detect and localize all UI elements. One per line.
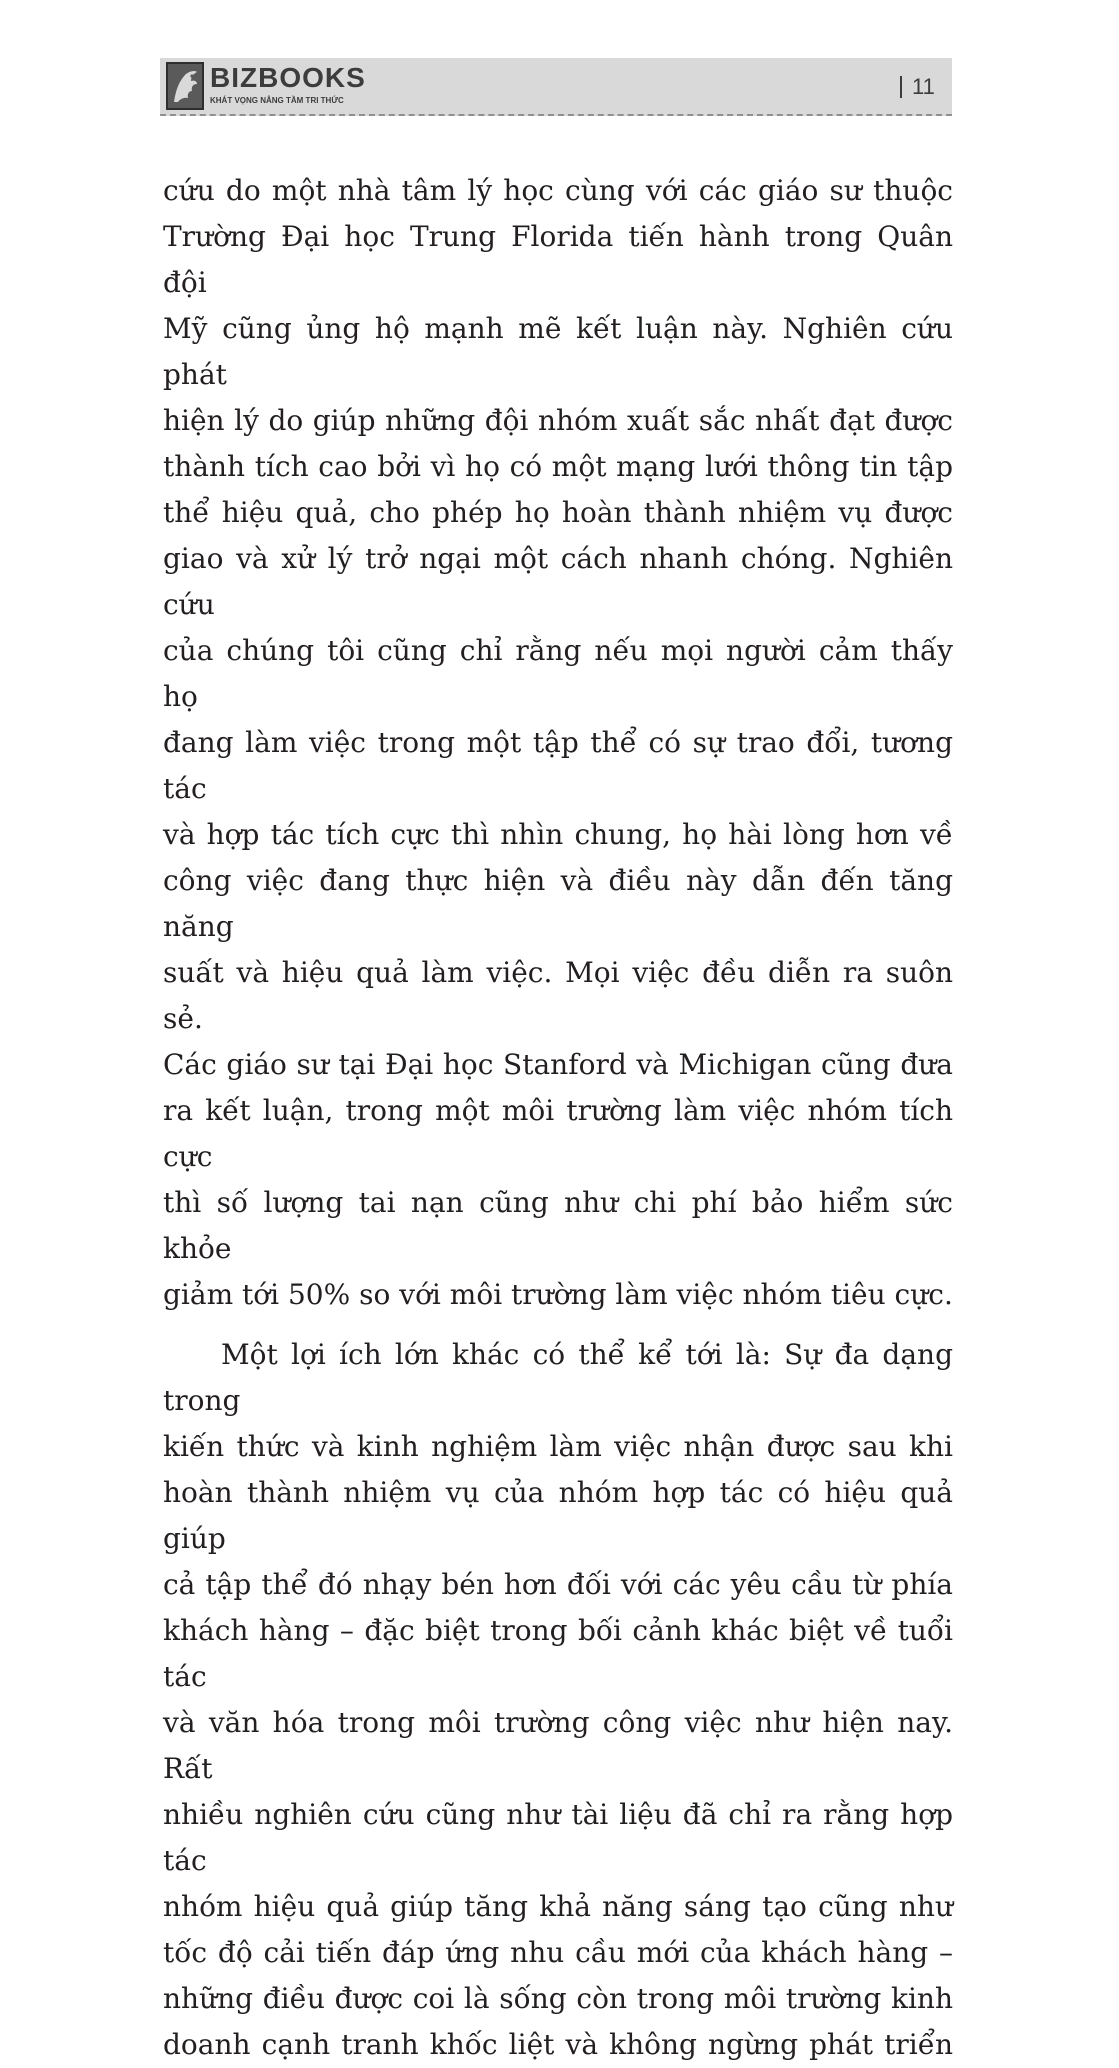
text-line: Các giáo sư tại Đại học Stanford và Michigan cũng đưa xyxy=(163,1048,953,1081)
page-number-divider xyxy=(900,76,902,98)
text-line: nhiều nghiên cứu cũng như tài liệu đã chỉ ra rằng hợp tác xyxy=(163,1798,953,1877)
text-line: hiện lý do giúp những đội nhóm xuất sắc nhất đạt được xyxy=(163,404,953,437)
text-line: suất và hiệu quả làm việc. Mọi việc đều diễn ra suôn sẻ. xyxy=(163,956,953,1035)
text-line: hoàn thành nhiệm vụ của nhóm hợp tác có hiệu quả giúp xyxy=(163,1476,953,1555)
text-line: thì số lượng tai nạn cũng như chi phí bảo hiểm sức khỏe xyxy=(163,1186,953,1265)
text-line: kiến thức và kinh nghiệm làm việc nhận được sau khi xyxy=(163,1430,953,1463)
text-line: và hợp tác tích cực thì nhìn chung, họ hài lòng hơn về xyxy=(163,818,953,851)
text-line: Một lợi ích lớn khác có thể kể tới là: Sự đa dạng trong xyxy=(163,1338,953,1417)
text-line: và văn hóa trong môi trường công việc như hiện nay. Rất xyxy=(163,1706,953,1785)
text-line: khách hàng – đặc biệt trong bối cảnh khác biệt về tuổi tác xyxy=(163,1614,953,1693)
text-line: Trường Đại học Trung Florida tiến hành trong Quân đội xyxy=(163,220,953,299)
text-line: công việc đang thực hiện và điều này dẫn đến tăng năng xyxy=(163,864,953,943)
text-line: cả tập thể đó nhạy bén hơn đối với các yêu cầu từ phía xyxy=(163,1568,953,1601)
text-line: Mỹ cũng ủng hộ mạnh mẽ kết luận này. Nghiên cứu phát xyxy=(163,312,953,391)
text-line: những điều được coi là sống còn trong môi trường kinh xyxy=(163,1982,953,2015)
page-number: 11 xyxy=(912,74,935,99)
text-line: tốc độ cải tiến đáp ứng nhu cầu mới của khách hàng – xyxy=(163,1936,953,1969)
text-line: cứu do một nhà tâm lý học cùng với các giáo sư thuộc xyxy=(163,174,953,207)
brand-name: BIZBOOKS xyxy=(210,62,366,93)
brand-tagline: KHÁT VỌNG NÂNG TẦM TRI THỨC xyxy=(210,96,344,105)
text-line: ra kết luận, trong một môi trường làm việc nhóm tích cực xyxy=(163,1094,953,1173)
text-line: doanh cạnh tranh khốc liệt và không ngừng phát triển xyxy=(163,2028,953,2061)
text-line: thành tích cao bởi vì họ có một mạng lưới thông tin tập xyxy=(163,450,953,483)
text-line: nhóm hiệu quả giúp tăng khả năng sáng tạo cũng như xyxy=(163,1890,953,1923)
text-line: đang làm việc trong một tập thể có sự trao đổi, tương tác xyxy=(163,726,953,805)
text-line: giảm tới 50% so với môi trường làm việc nhóm tiêu cực. xyxy=(163,1278,953,1311)
paragraph-1 xyxy=(163,168,953,1318)
bizbooks-logo-icon xyxy=(166,62,204,110)
text-line: thể hiệu quả, cho phép họ hoàn thành nhiệm vụ được xyxy=(163,496,953,529)
text-line: giao và xử lý trở ngại một cách nhanh chóng. Nghiên cứu xyxy=(163,542,953,621)
page-header xyxy=(160,58,952,116)
paragraph-2 xyxy=(163,1332,953,2068)
body-text xyxy=(163,168,953,2068)
text-line: của chúng tôi cũng chỉ rằng nếu mọi người cảm thấy họ xyxy=(163,634,953,713)
